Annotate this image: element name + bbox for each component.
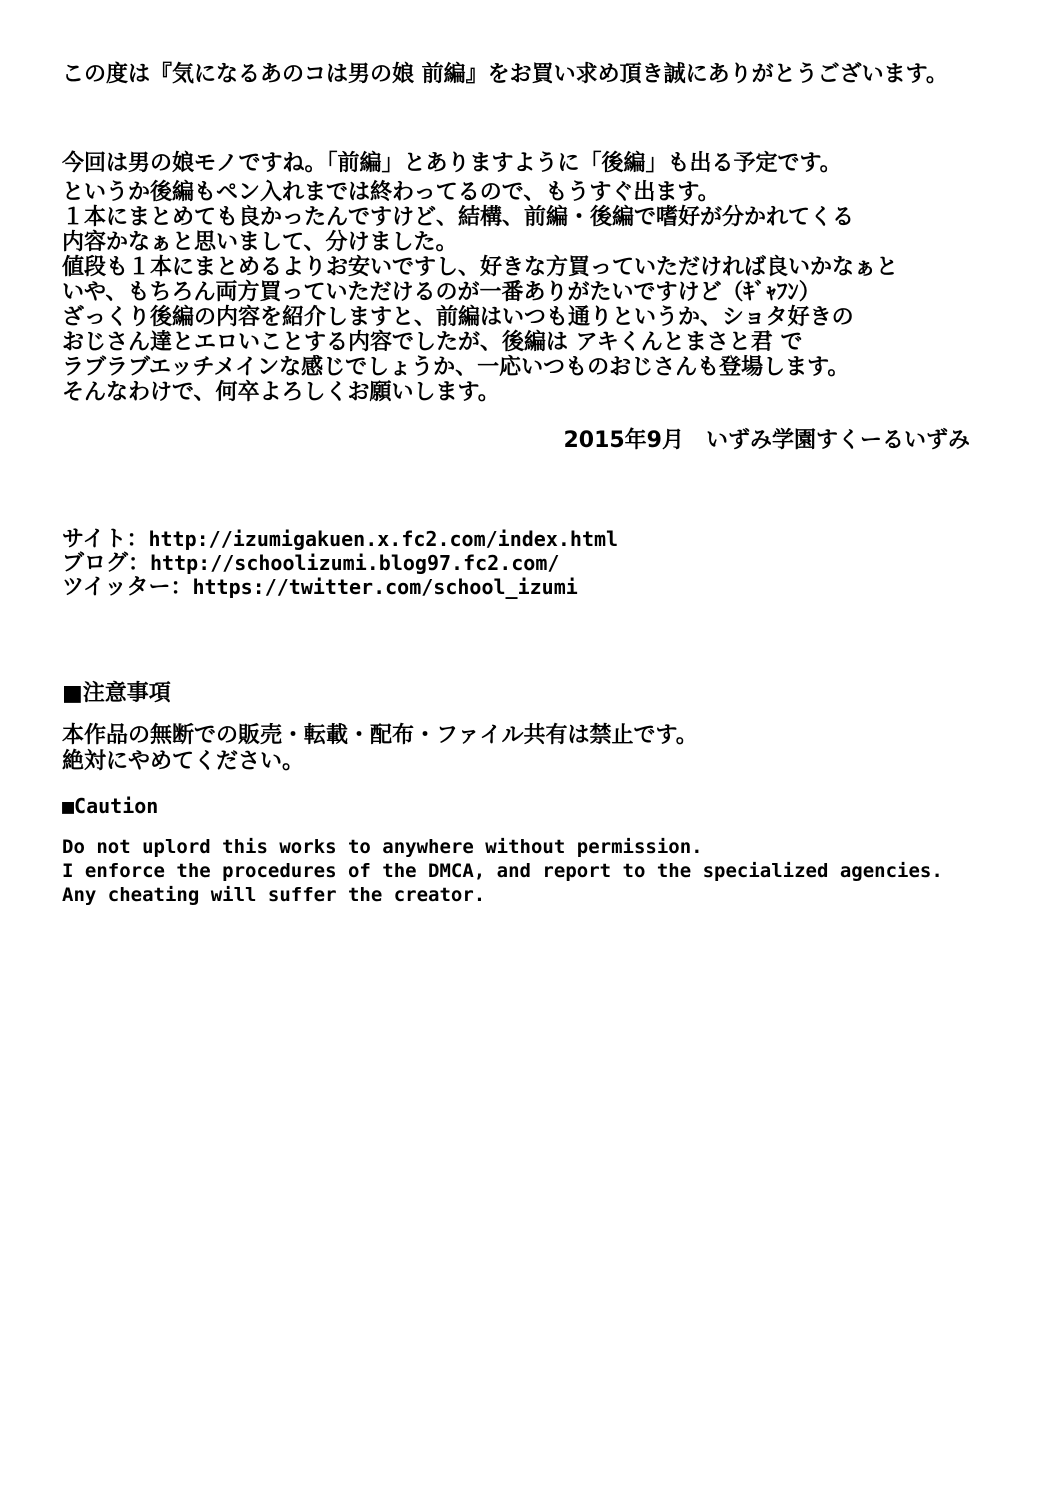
caution-line: Any cheating will suffer the creator. [62,884,486,906]
intro-line: この度は『気になるあのコは男の娘 前編』をお買い求め頂き誠にありがとうございます。 [62,62,948,87]
caution-heading: ■Caution [62,794,159,818]
body-line: 内容かなぁと思いまして、分けました。 [62,230,458,255]
body-line: １本にまとめても良かったんですけど、結構、前編・後編で嗜好が分かれてくる [62,205,855,230]
caution-line: I enforce the procedures of the DMCA, and report to the specialized agencies. [62,860,943,882]
body-line: 今回は男の娘モノですね。「前編」とありますように「後編」も出る予定です。 [62,151,842,176]
signature: 2015年9月 いずみ学園すくーるいずみ [563,428,970,453]
caution-line: Do not uplord this works to anywhere without permission. [62,836,703,858]
link-row-blog [62,553,559,575]
link-row-site [62,529,618,551]
blog-link[interactable]: http://schoolizumi.blog97.fc2.com/ [150,551,560,575]
notice-line: 絶対にやめてください。 [62,749,305,774]
site-link[interactable]: http://izumigakuen.x.fc2.com/index.html [148,527,619,551]
body-line: おじさん達とエロいことする内容でしたが、後編は アキくんとまさと君 で [62,330,803,355]
notice-heading: ■注意事項 [62,681,171,706]
twitter-link[interactable]: https://twitter.com/school_izumi [192,575,578,599]
body-line: というか後編もペン入れまでは終わってるので、もうすぐ出ます。 [62,180,720,205]
link-row-twitter [62,577,578,599]
link-label: ブログ： [62,551,151,576]
link-label: ツイッター： [62,575,193,600]
body-line: いや、もちろん両方買っていただけるのが一番ありがたいですけど（ｷﾞｬﾌﾝ） [62,280,821,305]
link-label: サイト： [62,527,149,552]
body-line: ざっくり後編の内容を紹介しますと、前編はいつも通りというか、ショタ好きの [62,305,854,330]
body-line: そんなわけで、何卒よろしくお願いします。 [62,380,500,405]
notice-line: 本作品の無断での販売・転載・配布・ファイル共有は禁止です。 [62,723,698,748]
body-line: 値段も１本にまとめるよりお安いですし、好きな方買っていただければ良いかなぁと [62,255,899,280]
body-line: ラブラブエッチメインな感じでしょうか、一応いつものおじさんも登場します。 [62,355,850,380]
